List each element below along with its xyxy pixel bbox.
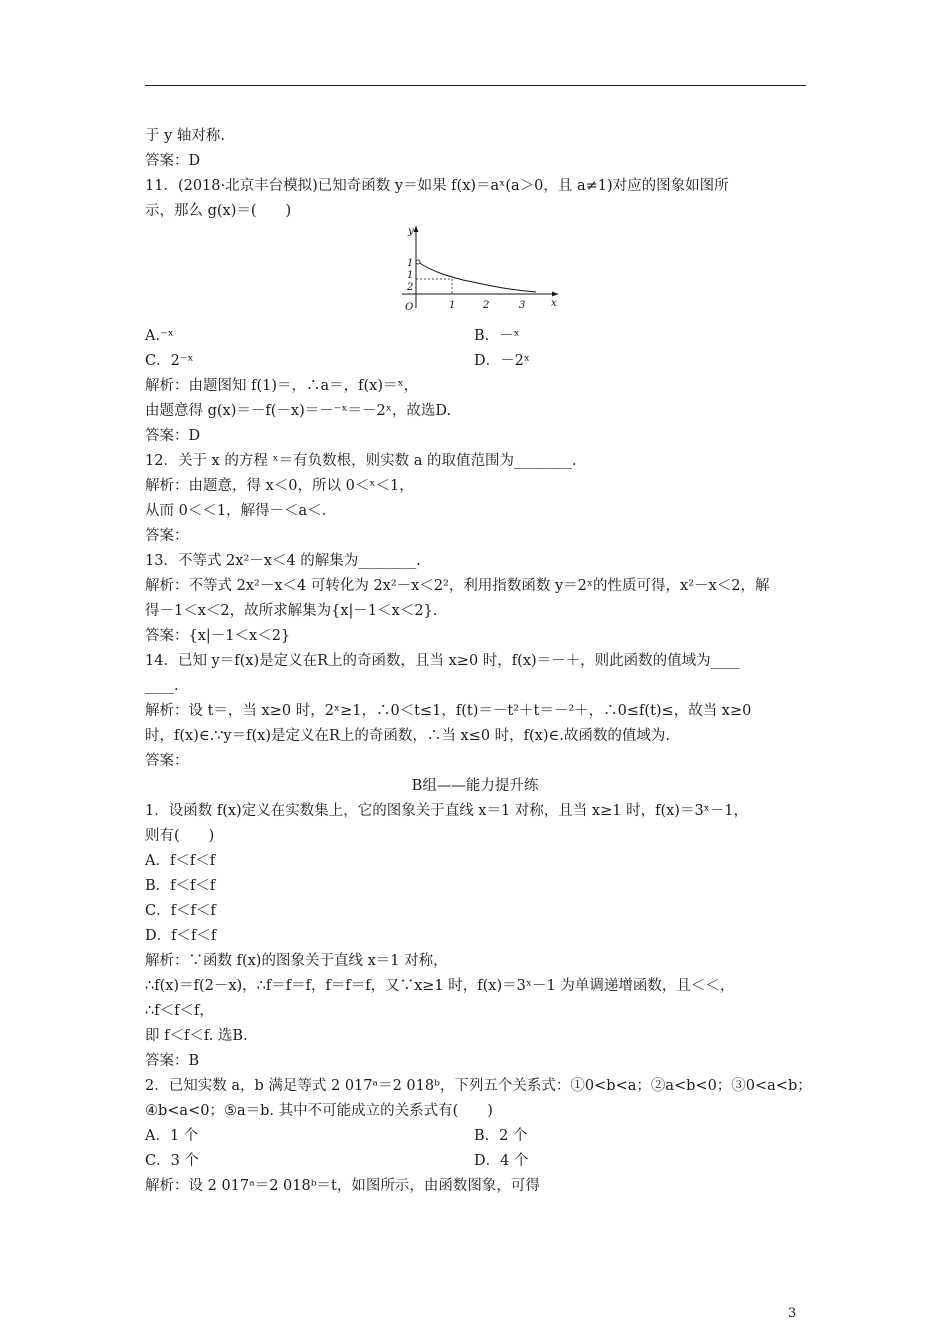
analysis-line: 从而 0＜＜1，解得－＜a＜. xyxy=(145,503,327,519)
answer-line: 答案：{x|－1＜x＜2} xyxy=(145,628,291,644)
analysis-line: 解析：由题意，得 x＜0，所以 0＜ˣ＜1， xyxy=(145,478,414,494)
analysis-line: 得－1＜x＜2，故所求解集为{x|－1＜x＜2}. xyxy=(145,603,438,619)
answer-line: 答案：D xyxy=(145,153,201,169)
analysis-line: 时，f(x)∈.∵y＝f(x)是定义在R上的奇函数，∴当 x≤0 时，f(x)∈.故函数的值域为. xyxy=(145,728,670,744)
option-d: D．f＜f＜f xyxy=(145,928,217,944)
y-tick-label: 1 xyxy=(407,270,414,281)
x-tick-label: 1 xyxy=(449,300,456,311)
y-axis-label: y xyxy=(408,226,414,237)
answer-line: 答案：B xyxy=(145,1053,200,1069)
option-b: B．f＜f＜f xyxy=(145,878,216,894)
option-d: D．－2ˣ xyxy=(474,353,530,369)
analysis-line: 解析：由题图知 f(1)＝，∴a＝，f(x)＝ˣ， xyxy=(145,378,419,394)
question-12: 12．关于 x 的方程 ˣ＝有负数根，则实数 a 的取值范围为________. xyxy=(145,453,577,469)
question-11: 11．(2018·北京丰台模拟)已知奇函数 y＝如果 f(x)＝aˣ(a＞0，且 a≠1)对应的图象如图所 xyxy=(145,178,729,194)
analysis-line: 即 f＜f＜f. 选B. xyxy=(145,1028,248,1044)
analysis-line: 解析：设 2 017ᵃ＝2 018ᵇ＝t，如图所示，由函数图象，可得 xyxy=(145,1178,540,1194)
analysis-line: 解析：不等式 2x²－x＜4 可转化为 2x²－x＜2²，利用指数函数 y＝2ˣ的性质可得，x²－x＜2，解 xyxy=(145,578,770,594)
question-b2: 2．已知实数 a，b 满足等式 2 017ᵃ＝2 018ᵇ，下列五个关系式：①0<b<a；②a<b<0；③0<a<b； xyxy=(145,1078,812,1094)
question-b1-cont: 则有( ) xyxy=(145,828,215,844)
exponential-graph-figure xyxy=(388,222,560,312)
origin-label: O xyxy=(405,302,414,312)
option-a: A.⁻ˣ xyxy=(145,328,174,344)
analysis-line: 解析：设 t＝，当 x≥0 时，2ˣ≥1，∴0＜t≤1，f(t)＝－t²＋t＝－²＋，∴0≤f(t)≤，故当 x≥0 xyxy=(145,703,752,719)
header-rule xyxy=(145,85,806,86)
curve xyxy=(418,262,536,292)
x-axis-arrow xyxy=(552,292,558,297)
question-13: 13．不等式 2x²－x＜4 的解集为________. xyxy=(145,553,421,569)
answer-line: 答案： xyxy=(145,528,189,544)
option-c: C．f＜f＜f xyxy=(145,903,216,919)
analysis-line: ∴f＜f＜f， xyxy=(145,1003,214,1019)
option-b: B．－ˣ xyxy=(474,328,520,344)
option-b: B．2 个 xyxy=(474,1128,528,1144)
option-c: C．2⁻ˣ xyxy=(145,353,194,369)
option-d: D．4 个 xyxy=(474,1153,529,1169)
y-axis-arrow xyxy=(414,226,419,232)
question-11-cont: 示，那么 g(x)＝( ) xyxy=(145,203,292,219)
question-b1: 1．设函数 f(x)定义在实数集上，它的图象关于直线 x＝1 对称，且当 x≥1 时，f(x)＝3ˣ－1， xyxy=(145,803,749,819)
question-14-cont: ____. xyxy=(145,678,179,694)
analysis-line: ∴f(x)＝f(2－x)，∴f＝f＝f，f＝f＝f，又∵x≥1 时，f(x)＝3ˣ－1 为单调递增函数，且＜＜， xyxy=(145,978,735,994)
x-axis-label: x xyxy=(551,298,557,309)
x-tick-label: 3 xyxy=(519,300,526,311)
page-number: 3 xyxy=(788,1306,797,1321)
open-point xyxy=(416,260,420,264)
x-tick-label: 2 xyxy=(483,300,490,311)
analysis-line: 由题意得 g(x)＝－f(－x)＝－⁻ˣ＝－2ˣ，故选D. xyxy=(145,403,452,419)
section-heading: B组——能力提升练 xyxy=(411,778,539,794)
text-line: 于 y 轴对称. xyxy=(145,128,226,144)
answer-line: 答案： xyxy=(145,753,189,769)
analysis-line: 解析：∵函数 f(x)的图象关于直线 x＝1 对称， xyxy=(145,953,448,969)
y-tick-label: 2 xyxy=(407,282,414,293)
option-c: C．3 个 xyxy=(145,1153,199,1169)
question-b2-cont: ④b<a<0；⑤a＝b. 其中不可能成立的关系式有( ) xyxy=(145,1103,493,1119)
answer-line: 答案：D xyxy=(145,428,201,444)
option-a: A．f＜f＜f xyxy=(145,853,216,869)
option-a: A．1 个 xyxy=(145,1128,199,1144)
question-14: 14．已知 y＝f(x)是定义在R上的奇函数，且当 x≥0 时，f(x)＝－＋，则此函数的值域为____ xyxy=(145,653,740,669)
y-tick-label: 1 xyxy=(407,258,414,269)
